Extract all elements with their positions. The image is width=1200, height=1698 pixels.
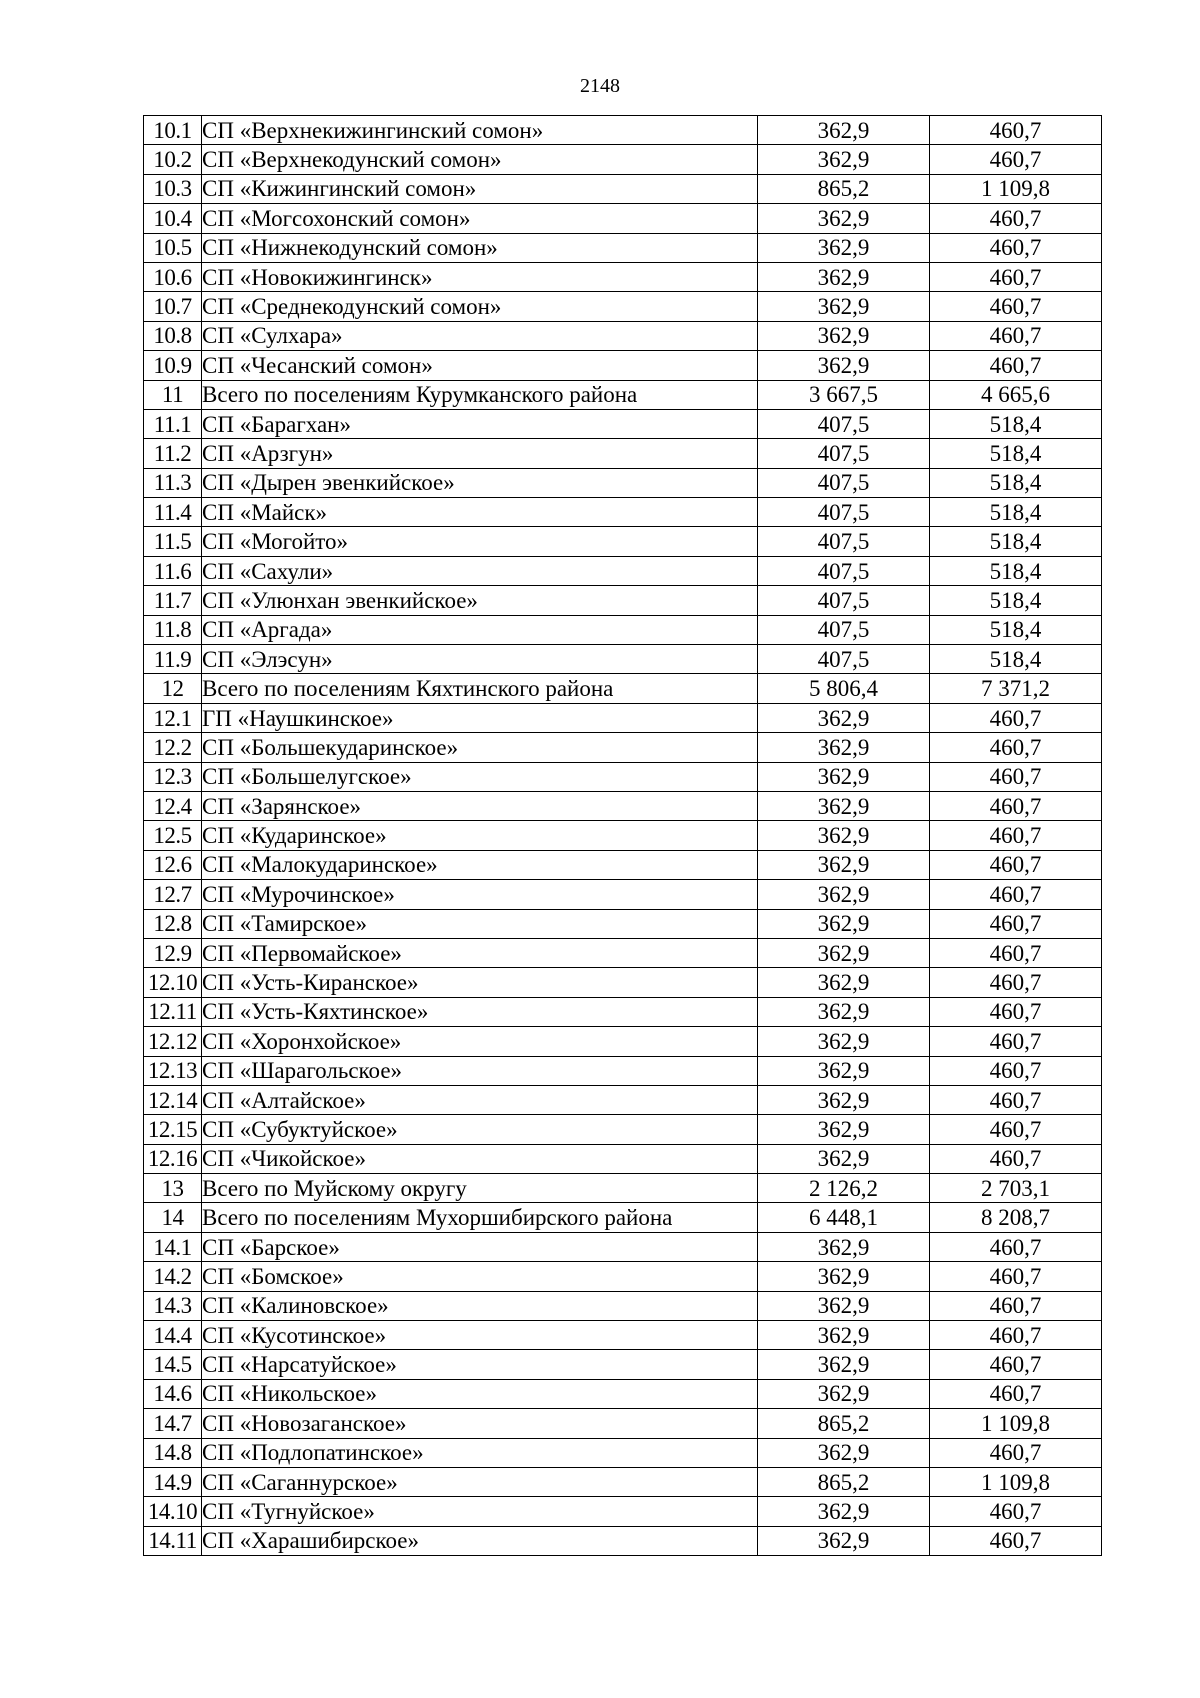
value-1-cell: 362,9 <box>758 703 930 732</box>
value-1-cell: 362,9 <box>758 1144 930 1173</box>
table-row <box>144 645 1102 674</box>
settlement-name-cell: СП «Барское» <box>202 1232 758 1261</box>
value-1-cell: 362,9 <box>758 733 930 762</box>
table-row <box>144 850 1102 879</box>
table-row <box>144 262 1102 291</box>
settlement-name-cell: СП «Кударинское» <box>202 821 758 850</box>
table-row <box>144 733 1102 762</box>
settlement-name-cell: СП «Усть-Киранское» <box>202 968 758 997</box>
settlement-name-cell: СП «Верхнекодунский сомон» <box>202 145 758 174</box>
value-1-cell: 362,9 <box>758 1291 930 1320</box>
row-number-cell: 14.4 <box>144 1321 202 1350</box>
value-1-cell: 362,9 <box>758 204 930 233</box>
value-1-cell: 407,5 <box>758 556 930 585</box>
settlement-name-cell: СП «Тамирское» <box>202 909 758 938</box>
row-number-cell: 11.3 <box>144 468 202 497</box>
row-number-cell: 11.5 <box>144 527 202 556</box>
table-row <box>144 938 1102 967</box>
value-2-cell: 4 665,6 <box>930 380 1102 409</box>
value-2-cell: 518,4 <box>930 615 1102 644</box>
table-row <box>144 1291 1102 1320</box>
value-2-cell: 460,7 <box>930 1056 1102 1085</box>
settlement-name-cell: СП «Усть-Кяхтинское» <box>202 997 758 1026</box>
settlement-name-cell: СП «Майск» <box>202 498 758 527</box>
value-1-cell: 362,9 <box>758 1497 930 1526</box>
table-row <box>144 1321 1102 1350</box>
row-number-cell: 12.13 <box>144 1056 202 1085</box>
value-2-cell: 518,4 <box>930 556 1102 585</box>
settlement-name-cell: СП «Сахули» <box>202 556 758 585</box>
value-1-cell: 362,9 <box>758 938 930 967</box>
value-1-cell: 362,9 <box>758 1321 930 1350</box>
value-2-cell: 460,7 <box>930 116 1102 145</box>
table-row <box>144 586 1102 615</box>
value-1-cell: 362,9 <box>758 262 930 291</box>
value-1-cell: 362,9 <box>758 1027 930 1056</box>
value-2-cell: 460,7 <box>930 1379 1102 1408</box>
settlement-name-cell: СП «Хоронхойское» <box>202 1027 758 1056</box>
value-2-cell: 1 109,8 <box>930 1409 1102 1438</box>
table-row <box>144 174 1102 203</box>
row-number-cell: 10.6 <box>144 262 202 291</box>
settlement-name-cell: СП «Шарагольское» <box>202 1056 758 1085</box>
table-row <box>144 1232 1102 1261</box>
table-row <box>144 1144 1102 1173</box>
settlement-name-cell: СП «Харашибирское» <box>202 1526 758 1555</box>
value-2-cell: 460,7 <box>930 1321 1102 1350</box>
row-number-cell: 12.7 <box>144 880 202 909</box>
value-2-cell: 460,7 <box>930 1438 1102 1467</box>
value-1-cell: 407,5 <box>758 615 930 644</box>
table-row <box>144 968 1102 997</box>
value-1-cell: 362,9 <box>758 850 930 879</box>
settlement-name-cell: СП «Верхнекижингинский сомон» <box>202 116 758 145</box>
table-row <box>144 821 1102 850</box>
settlement-name-cell: СП «Субуктуйское» <box>202 1115 758 1144</box>
row-number-cell: 14.5 <box>144 1350 202 1379</box>
settlement-name-cell: СП «Новозаганское» <box>202 1409 758 1438</box>
settlement-name-cell: СП «Кусотинское» <box>202 1321 758 1350</box>
table-row <box>144 556 1102 585</box>
value-1-cell: 362,9 <box>758 1085 930 1114</box>
value-1-cell: 2 126,2 <box>758 1174 930 1203</box>
data-table <box>143 115 1102 1556</box>
value-1-cell: 362,9 <box>758 1115 930 1144</box>
row-number-cell: 14.9 <box>144 1467 202 1496</box>
row-number-cell: 10.3 <box>144 174 202 203</box>
value-2-cell: 460,7 <box>930 145 1102 174</box>
table-row <box>144 762 1102 791</box>
value-2-cell: 460,7 <box>930 1526 1102 1555</box>
row-number-cell: 14.2 <box>144 1262 202 1291</box>
table-row <box>144 1027 1102 1056</box>
table-row <box>144 1379 1102 1408</box>
value-1-cell: 362,9 <box>758 1526 930 1555</box>
value-2-cell: 460,7 <box>930 1350 1102 1379</box>
value-2-cell: 7 371,2 <box>930 674 1102 703</box>
row-number-cell: 12.14 <box>144 1085 202 1114</box>
value-1-cell: 407,5 <box>758 409 930 438</box>
table-row <box>144 1262 1102 1291</box>
value-2-cell: 1 109,8 <box>930 1467 1102 1496</box>
row-number-cell: 12.15 <box>144 1115 202 1144</box>
value-2-cell: 460,7 <box>930 1144 1102 1173</box>
settlement-name-cell: СП «Среднекодунский сомон» <box>202 292 758 321</box>
row-number-cell: 14.7 <box>144 1409 202 1438</box>
value-2-cell: 460,7 <box>930 997 1102 1026</box>
settlement-name-cell: Всего по поселениям Мухоршибирского района <box>202 1203 758 1232</box>
table-row <box>144 1350 1102 1379</box>
settlement-name-cell: СП «Аргада» <box>202 615 758 644</box>
settlement-name-cell: ГП «Наушкинское» <box>202 703 758 732</box>
settlement-name-cell: СП «Барагхан» <box>202 409 758 438</box>
settlement-name-cell: СП «Малокударинское» <box>202 850 758 879</box>
value-1-cell: 407,5 <box>758 645 930 674</box>
row-number-cell: 11.6 <box>144 556 202 585</box>
value-2-cell: 460,7 <box>930 703 1102 732</box>
value-2-cell: 460,7 <box>930 1232 1102 1261</box>
settlement-name-cell: СП «Чесанский сомон» <box>202 351 758 380</box>
value-2-cell: 518,4 <box>930 468 1102 497</box>
settlement-name-cell: СП «Кижингинский сомон» <box>202 174 758 203</box>
table-row <box>144 1497 1102 1526</box>
value-2-cell: 460,7 <box>930 938 1102 967</box>
row-number-cell: 14.10 <box>144 1497 202 1526</box>
table-row <box>144 703 1102 732</box>
settlement-name-cell: СП «Улюнхан эвенкийское» <box>202 586 758 615</box>
row-number-cell: 14.6 <box>144 1379 202 1408</box>
settlement-name-cell: СП «Подлопатинское» <box>202 1438 758 1467</box>
value-2-cell: 460,7 <box>930 1262 1102 1291</box>
settlement-name-cell: СП «Тугнуйское» <box>202 1497 758 1526</box>
table-row <box>144 674 1102 703</box>
row-number-cell: 12.3 <box>144 762 202 791</box>
value-2-cell: 460,7 <box>930 1027 1102 1056</box>
table-row <box>144 997 1102 1026</box>
row-number-cell: 14 <box>144 1203 202 1232</box>
value-1-cell: 362,9 <box>758 1438 930 1467</box>
value-2-cell: 460,7 <box>930 821 1102 850</box>
table-row <box>144 1056 1102 1085</box>
settlement-name-cell: СП «Мурочинское» <box>202 880 758 909</box>
value-1-cell: 407,5 <box>758 498 930 527</box>
table-row <box>144 1409 1102 1438</box>
row-number-cell: 10.1 <box>144 116 202 145</box>
table-row <box>144 204 1102 233</box>
row-number-cell: 12.12 <box>144 1027 202 1056</box>
value-2-cell: 460,7 <box>930 1115 1102 1144</box>
table-row <box>144 233 1102 262</box>
row-number-cell: 12.10 <box>144 968 202 997</box>
value-2-cell: 460,7 <box>930 791 1102 820</box>
table-row <box>144 615 1102 644</box>
table-row <box>144 791 1102 820</box>
value-2-cell: 460,7 <box>930 292 1102 321</box>
settlement-name-cell: СП «Зарянское» <box>202 791 758 820</box>
row-number-cell: 10.9 <box>144 351 202 380</box>
value-1-cell: 6 448,1 <box>758 1203 930 1232</box>
table-row <box>144 145 1102 174</box>
table-row <box>144 1115 1102 1144</box>
value-2-cell: 518,4 <box>930 645 1102 674</box>
value-1-cell: 362,9 <box>758 909 930 938</box>
row-number-cell: 12.1 <box>144 703 202 732</box>
row-number-cell: 12.4 <box>144 791 202 820</box>
value-2-cell: 8 208,7 <box>930 1203 1102 1232</box>
table-row <box>144 1174 1102 1203</box>
value-2-cell: 460,7 <box>930 351 1102 380</box>
value-1-cell: 362,9 <box>758 351 930 380</box>
value-1-cell: 362,9 <box>758 1379 930 1408</box>
value-1-cell: 362,9 <box>758 997 930 1026</box>
value-1-cell: 362,9 <box>758 145 930 174</box>
value-2-cell: 460,7 <box>930 321 1102 350</box>
value-1-cell: 362,9 <box>758 292 930 321</box>
table-row <box>144 1526 1102 1555</box>
row-number-cell: 11.8 <box>144 615 202 644</box>
row-number-cell: 14.11 <box>144 1526 202 1555</box>
row-number-cell: 14.8 <box>144 1438 202 1467</box>
table-row <box>144 468 1102 497</box>
row-number-cell: 12.2 <box>144 733 202 762</box>
table-row <box>144 116 1102 145</box>
settlement-name-cell: Всего по поселениям Курумканского района <box>202 380 758 409</box>
table-body <box>144 116 1102 1556</box>
value-2-cell: 460,7 <box>930 1291 1102 1320</box>
value-1-cell: 865,2 <box>758 174 930 203</box>
row-number-cell: 12.5 <box>144 821 202 850</box>
settlement-name-cell: СП «Калиновское» <box>202 1291 758 1320</box>
row-number-cell: 11.7 <box>144 586 202 615</box>
page-number: 2148 <box>580 75 620 97</box>
value-2-cell: 460,7 <box>930 968 1102 997</box>
row-number-cell: 11.4 <box>144 498 202 527</box>
settlement-name-cell: СП «Нижнекодунский сомон» <box>202 233 758 262</box>
value-2-cell: 518,4 <box>930 498 1102 527</box>
row-number-cell: 12.9 <box>144 938 202 967</box>
row-number-cell: 12 <box>144 674 202 703</box>
row-number-cell: 12.6 <box>144 850 202 879</box>
value-1-cell: 362,9 <box>758 821 930 850</box>
value-1-cell: 362,9 <box>758 968 930 997</box>
value-1-cell: 362,9 <box>758 1350 930 1379</box>
settlement-name-cell: СП «Могойто» <box>202 527 758 556</box>
value-1-cell: 3 667,5 <box>758 380 930 409</box>
settlement-name-cell: Всего по Муйскому округу <box>202 1174 758 1203</box>
row-number-cell: 11.9 <box>144 645 202 674</box>
row-number-cell: 12.16 <box>144 1144 202 1173</box>
value-2-cell: 460,7 <box>930 204 1102 233</box>
row-number-cell: 13 <box>144 1174 202 1203</box>
value-2-cell: 518,4 <box>930 527 1102 556</box>
settlement-name-cell: СП «Чикойское» <box>202 1144 758 1173</box>
value-2-cell: 460,7 <box>930 762 1102 791</box>
settlement-name-cell: СП «Большелугское» <box>202 762 758 791</box>
row-number-cell: 14.3 <box>144 1291 202 1320</box>
settlement-name-cell: СП «Алтайское» <box>202 1085 758 1114</box>
table-row <box>144 498 1102 527</box>
table-row <box>144 1203 1102 1232</box>
value-2-cell: 460,7 <box>930 1497 1102 1526</box>
row-number-cell: 10.8 <box>144 321 202 350</box>
value-1-cell: 362,9 <box>758 1232 930 1261</box>
table-row <box>144 292 1102 321</box>
table-row <box>144 880 1102 909</box>
settlement-name-cell: Всего по поселениям Кяхтинского района <box>202 674 758 703</box>
table-row <box>144 527 1102 556</box>
value-1-cell: 362,9 <box>758 1056 930 1085</box>
table-row <box>144 1438 1102 1467</box>
table-row <box>144 1467 1102 1496</box>
value-2-cell: 460,7 <box>930 850 1102 879</box>
settlement-name-cell: СП «Большекударинское» <box>202 733 758 762</box>
table-row <box>144 909 1102 938</box>
value-2-cell: 460,7 <box>930 880 1102 909</box>
value-1-cell: 407,5 <box>758 527 930 556</box>
settlement-name-cell: СП «Новокижингинск» <box>202 262 758 291</box>
table-row <box>144 409 1102 438</box>
value-2-cell: 460,7 <box>930 233 1102 262</box>
settlement-name-cell: СП «Саганнурское» <box>202 1467 758 1496</box>
value-2-cell: 518,4 <box>930 439 1102 468</box>
value-2-cell: 460,7 <box>930 1085 1102 1114</box>
row-number-cell: 14.1 <box>144 1232 202 1261</box>
value-1-cell: 362,9 <box>758 762 930 791</box>
row-number-cell: 11.1 <box>144 409 202 438</box>
row-number-cell: 12.8 <box>144 909 202 938</box>
value-1-cell: 865,2 <box>758 1467 930 1496</box>
value-1-cell: 865,2 <box>758 1409 930 1438</box>
value-2-cell: 518,4 <box>930 409 1102 438</box>
settlement-name-cell: СП «Никольское» <box>202 1379 758 1408</box>
settlement-name-cell: СП «Бомское» <box>202 1262 758 1291</box>
value-1-cell: 362,9 <box>758 880 930 909</box>
value-2-cell: 460,7 <box>930 262 1102 291</box>
settlement-name-cell: СП «Дырен эвенкийское» <box>202 468 758 497</box>
settlement-name-cell: СП «Первомайское» <box>202 938 758 967</box>
settlement-name-cell: СП «Элэсун» <box>202 645 758 674</box>
table-row <box>144 1085 1102 1114</box>
value-1-cell: 362,9 <box>758 116 930 145</box>
settlement-name-cell: СП «Сулхара» <box>202 321 758 350</box>
settlement-name-cell: СП «Арзгун» <box>202 439 758 468</box>
row-number-cell: 11.2 <box>144 439 202 468</box>
value-1-cell: 362,9 <box>758 233 930 262</box>
row-number-cell: 10.2 <box>144 145 202 174</box>
table-row <box>144 439 1102 468</box>
value-1-cell: 5 806,4 <box>758 674 930 703</box>
value-1-cell: 362,9 <box>758 791 930 820</box>
value-1-cell: 362,9 <box>758 321 930 350</box>
value-1-cell: 407,5 <box>758 439 930 468</box>
table-row <box>144 321 1102 350</box>
value-1-cell: 407,5 <box>758 586 930 615</box>
row-number-cell: 10.5 <box>144 233 202 262</box>
row-number-cell: 10.4 <box>144 204 202 233</box>
value-1-cell: 362,9 <box>758 1262 930 1291</box>
value-2-cell: 2 703,1 <box>930 1174 1102 1203</box>
row-number-cell: 12.11 <box>144 997 202 1026</box>
row-number-cell: 10.7 <box>144 292 202 321</box>
value-2-cell: 460,7 <box>930 733 1102 762</box>
value-1-cell: 407,5 <box>758 468 930 497</box>
row-number-cell: 11 <box>144 380 202 409</box>
settlement-name-cell: СП «Могсохонский сомон» <box>202 204 758 233</box>
table-row <box>144 351 1102 380</box>
value-2-cell: 518,4 <box>930 586 1102 615</box>
table-row <box>144 380 1102 409</box>
value-2-cell: 1 109,8 <box>930 174 1102 203</box>
value-2-cell: 460,7 <box>930 909 1102 938</box>
settlement-name-cell: СП «Нарсатуйское» <box>202 1350 758 1379</box>
